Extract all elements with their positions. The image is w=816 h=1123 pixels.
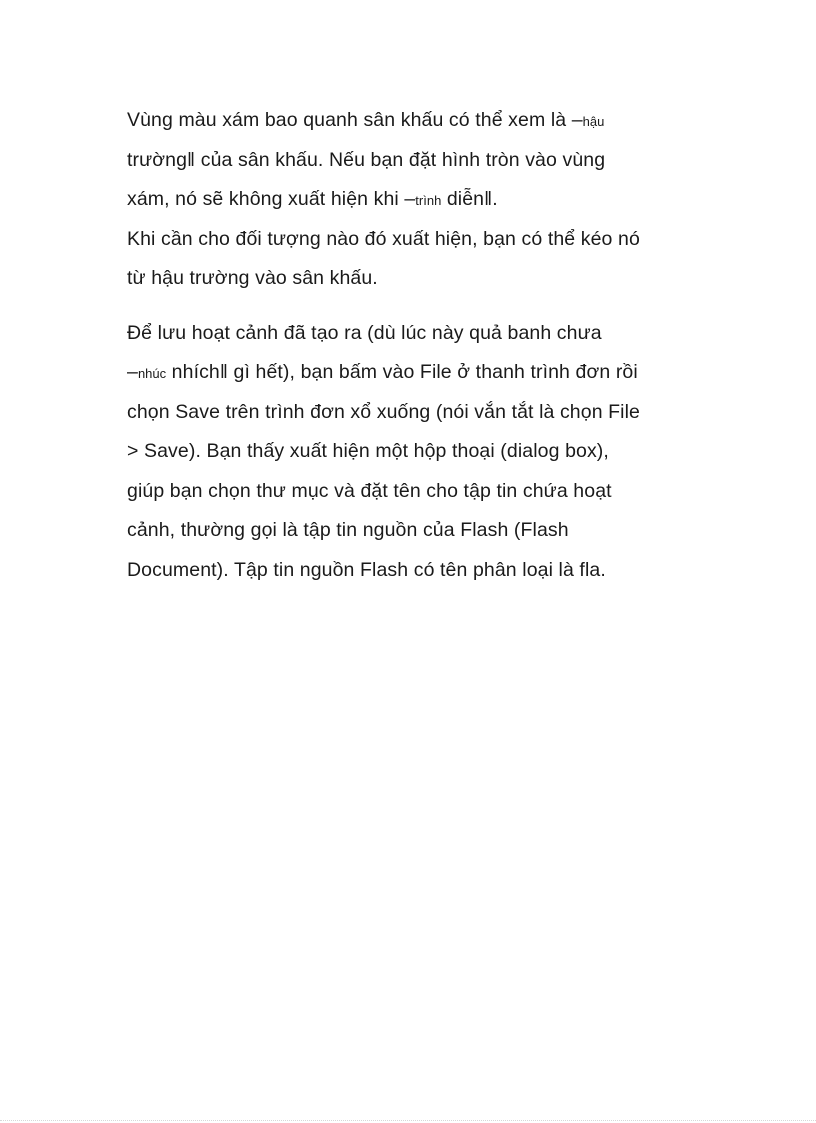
text-line: giúp bạn chọn thư mục và đặt tên cho tập tin chứa hoạt	[127, 479, 612, 502]
paragraph-gap	[127, 299, 707, 314]
text-line: Document). Tập tin nguồn Flash có tên phân loại là fla.	[127, 558, 606, 581]
text-line	[127, 180, 707, 220]
text-line: chọn Save trên trình đơn xổ xuống (nói vắn tắt là chọn File	[127, 400, 640, 423]
small-text-run: trình	[415, 193, 442, 208]
small-text-run: hậu	[582, 114, 605, 129]
text-line	[127, 101, 707, 141]
text-line: > Save). Bạn thấy xuất hiện một hộp thoại (dialog box),	[127, 440, 609, 462]
text-run: Vùng màu xám bao quanh sân khấu có thể xem là –	[127, 109, 583, 131]
text-line: Để lưu hoạt cảnh đã tạo ra (dù lúc này quả banh chưa	[127, 321, 602, 344]
text-run: xám, nó sẽ không xuất hiện khi –	[127, 188, 416, 210]
page-bottom-divider	[0, 1120, 816, 1121]
paragraph-drag-to-stage	[127, 220, 707, 299]
text-line: cảnh, thường gọi là tập tin nguồn của Flash (Flash	[127, 519, 569, 541]
text-line: từ hậu trường vào sân khấu.	[127, 267, 378, 289]
paragraph-backstage	[127, 101, 707, 220]
text-line: trường‖ của sân khấu. Nếu bạn đặt hình tròn vào vùng	[127, 148, 606, 171]
body-text	[127, 101, 707, 590]
small-text-run: nhúc	[137, 366, 167, 381]
text-run: –	[127, 361, 138, 383]
text-line	[127, 353, 707, 393]
text-line: Khi cần cho đối tượng nào đó xuất hiện, bạn có thể kéo nó	[127, 227, 640, 250]
text-run: nhích‖ gì hết), bạn bấm vào File ở thanh trình đơn rồi	[166, 361, 638, 383]
text-run: diễn‖.	[441, 188, 498, 210]
paragraph-save-file	[127, 314, 707, 591]
